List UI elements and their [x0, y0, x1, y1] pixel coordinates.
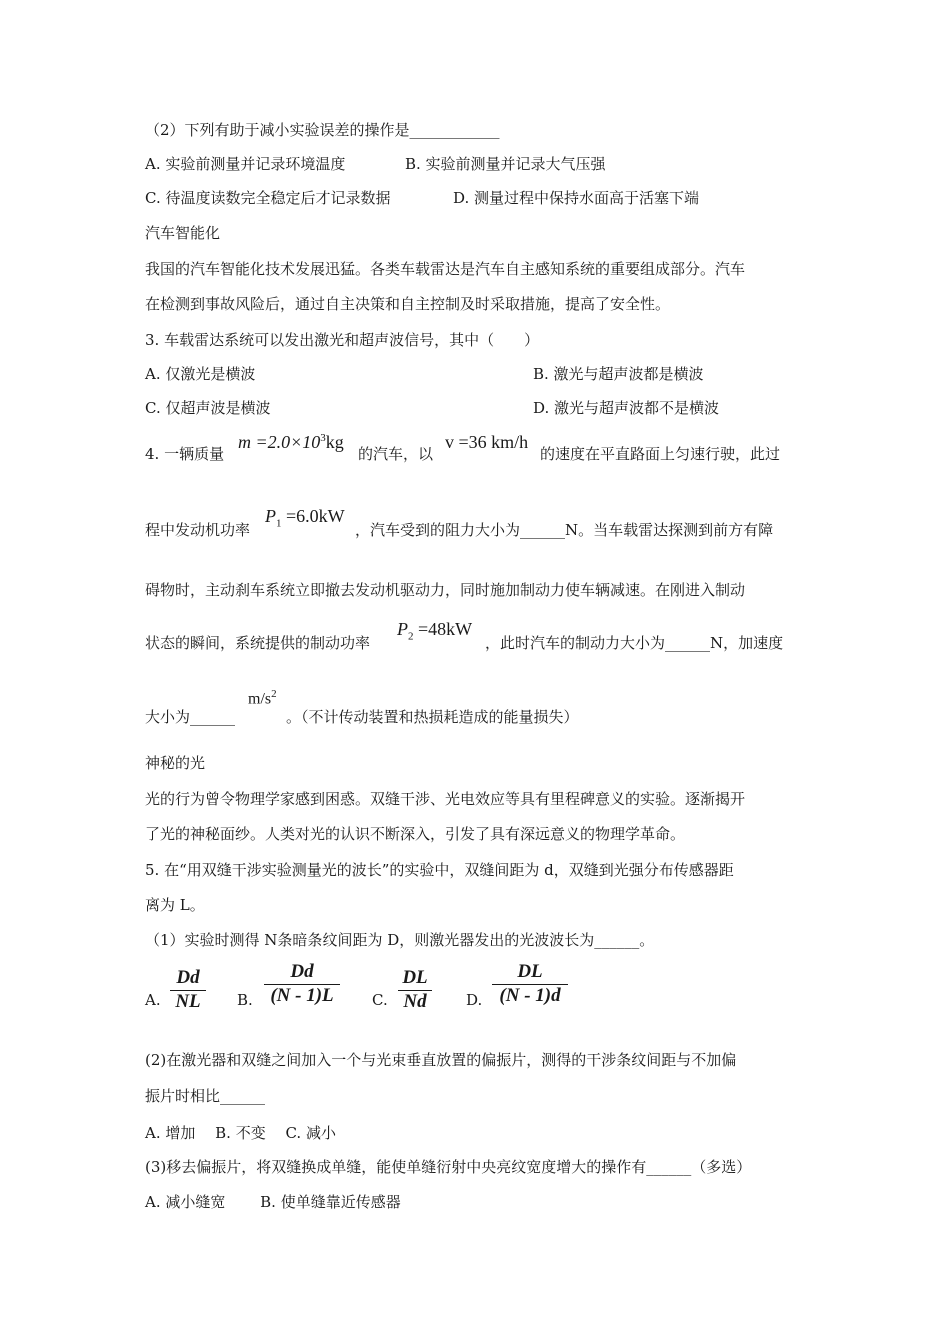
q4-text: 状态的瞬间，系统提供的制动功率	[145, 634, 371, 652]
q5-sub3-options: A. 减小缝宽 B. 使单缝靠近传感器	[145, 1193, 401, 1211]
q4-text: 4. 一辆质量	[145, 445, 225, 463]
exponent: 2	[271, 688, 277, 700]
q4-power-p2	[397, 619, 472, 643]
numerator: Dd	[290, 961, 314, 982]
question-3-stem: 3. 车载雷达系统可以发出激光和超声波信号，其中（ ）	[145, 331, 540, 349]
mass-unit: kg	[325, 432, 344, 452]
fraction-c	[398, 968, 432, 1012]
question-5-stem: 5. 在“用双缝干涉实验测量光的波长”的实验中，双缝间距为 d，双缝到光强分布传感器距	[145, 861, 734, 879]
exponent: 3	[320, 432, 326, 444]
denominator: (N - 1)L	[270, 985, 334, 1006]
question-2-stem: （2）下列有助于减小实验误差的操作是____________	[145, 121, 500, 139]
paragraph-line: 我国的汽车智能化技术发展迅猛。各类车载雷达是汽车自主感知系统的重要组成部分。汽车	[145, 260, 746, 278]
subscript: 2	[408, 630, 414, 643]
power-value: =48kW	[413, 619, 473, 639]
q4-text: 。（不计传动装置和热损耗造成的能量损失）	[286, 708, 579, 726]
q5-sub2: 振片时相比______	[145, 1087, 266, 1105]
power-symbol: P	[397, 619, 408, 639]
q4-text: 的汽车，以	[358, 445, 434, 463]
q3-option-a: A. 仅激光是横波	[145, 365, 256, 383]
numerator: Dd	[176, 967, 200, 988]
q4-text: 的速度在平直路面上匀速行驶，此过	[540, 445, 781, 463]
fraction-a	[170, 968, 206, 1012]
denominator: NL	[175, 991, 201, 1012]
q4-text: 碍物时，主动刹车系统立即撤去发动机驱动力，同时施加制动力使车辆减速。在刚进入制动	[145, 581, 746, 599]
paragraph-line: 光的行为曾令物理学家感到困惑。双缝干涉、光电效应等具有里程碑意义的实验。逐渐揭开	[145, 790, 746, 808]
numerator: DL	[517, 961, 543, 982]
q5-option-b-label: B.	[237, 991, 253, 1009]
numerator: DL	[402, 967, 428, 988]
q4-text: ，此时汽车的制动力大小为______N，加速度	[485, 634, 784, 652]
mass-expression: m =2.0×10	[238, 432, 321, 452]
denominator: Nd	[403, 991, 427, 1012]
q4-text: 程中发动机功率	[145, 521, 251, 539]
q3-option-b: B. 激光与超声波都是横波	[533, 365, 704, 383]
q4-text: ，汽车受到的阻力大小为______N。当车载雷达探测到前方有障	[355, 521, 774, 539]
section-title-light: 神秘的光	[145, 754, 206, 772]
q4-text: 大小为______	[145, 708, 236, 726]
q5-sub2-options: A. 增加 B. 不变 C. 减小	[145, 1124, 336, 1142]
unit: m/s	[248, 690, 272, 708]
paragraph-line: 在检测到事故风险后，通过自主决策和自主控制及时采取措施，提高了安全性。	[145, 295, 671, 313]
q4-accel-unit	[248, 688, 277, 708]
q4-power-p1	[265, 506, 345, 530]
section-title-car: 汽车智能化	[145, 224, 221, 242]
fraction-b	[264, 962, 340, 1006]
denominator: (N - 1)d	[499, 985, 561, 1006]
power-value: =6.0kW	[281, 506, 345, 526]
q5-option-c-label: C.	[372, 991, 388, 1009]
option-a: A. 实验前测量并记录环境温度	[145, 155, 346, 173]
q5-option-d-label: D.	[466, 991, 483, 1009]
fraction-d	[492, 962, 568, 1006]
power-symbol: P	[265, 506, 276, 526]
question-5-stem: 离为 L。	[145, 896, 205, 914]
q4-speed-formula: v =36 km/h	[445, 432, 529, 452]
q4-mass-formula	[238, 432, 344, 453]
q3-option-d: D. 激光与超声波都不是横波	[533, 399, 720, 417]
q5-sub3: (3)移去偏振片，将双缝换成单缝，能使单缝衍射中央亮纹宽度增大的操作有______（多选）	[145, 1158, 752, 1176]
q3-option-c: C. 仅超声波是横波	[145, 399, 271, 417]
paragraph-line: 了光的神秘面纱。人类对光的认识不断深入，引发了具有深远意义的物理学革命。	[145, 825, 686, 843]
q5-sub1: （1）实验时测得 N条暗条纹间距为 D，则激光器发出的光波波长为______。	[145, 931, 655, 949]
q5-option-a-label: A.	[145, 991, 161, 1009]
option-b: B. 实验前测量并记录大气压强	[405, 155, 606, 173]
subscript: 1	[276, 517, 282, 530]
q5-sub2: (2)在激光器和双缝之间加入一个与光束垂直放置的偏振片，测得的干涉条纹间距与不加偏	[145, 1051, 737, 1069]
option-c: C. 待温度读数完全稳定后才记录数据	[145, 189, 391, 207]
option-d: D. 测量过程中保持水面高于活塞下端	[453, 189, 700, 207]
